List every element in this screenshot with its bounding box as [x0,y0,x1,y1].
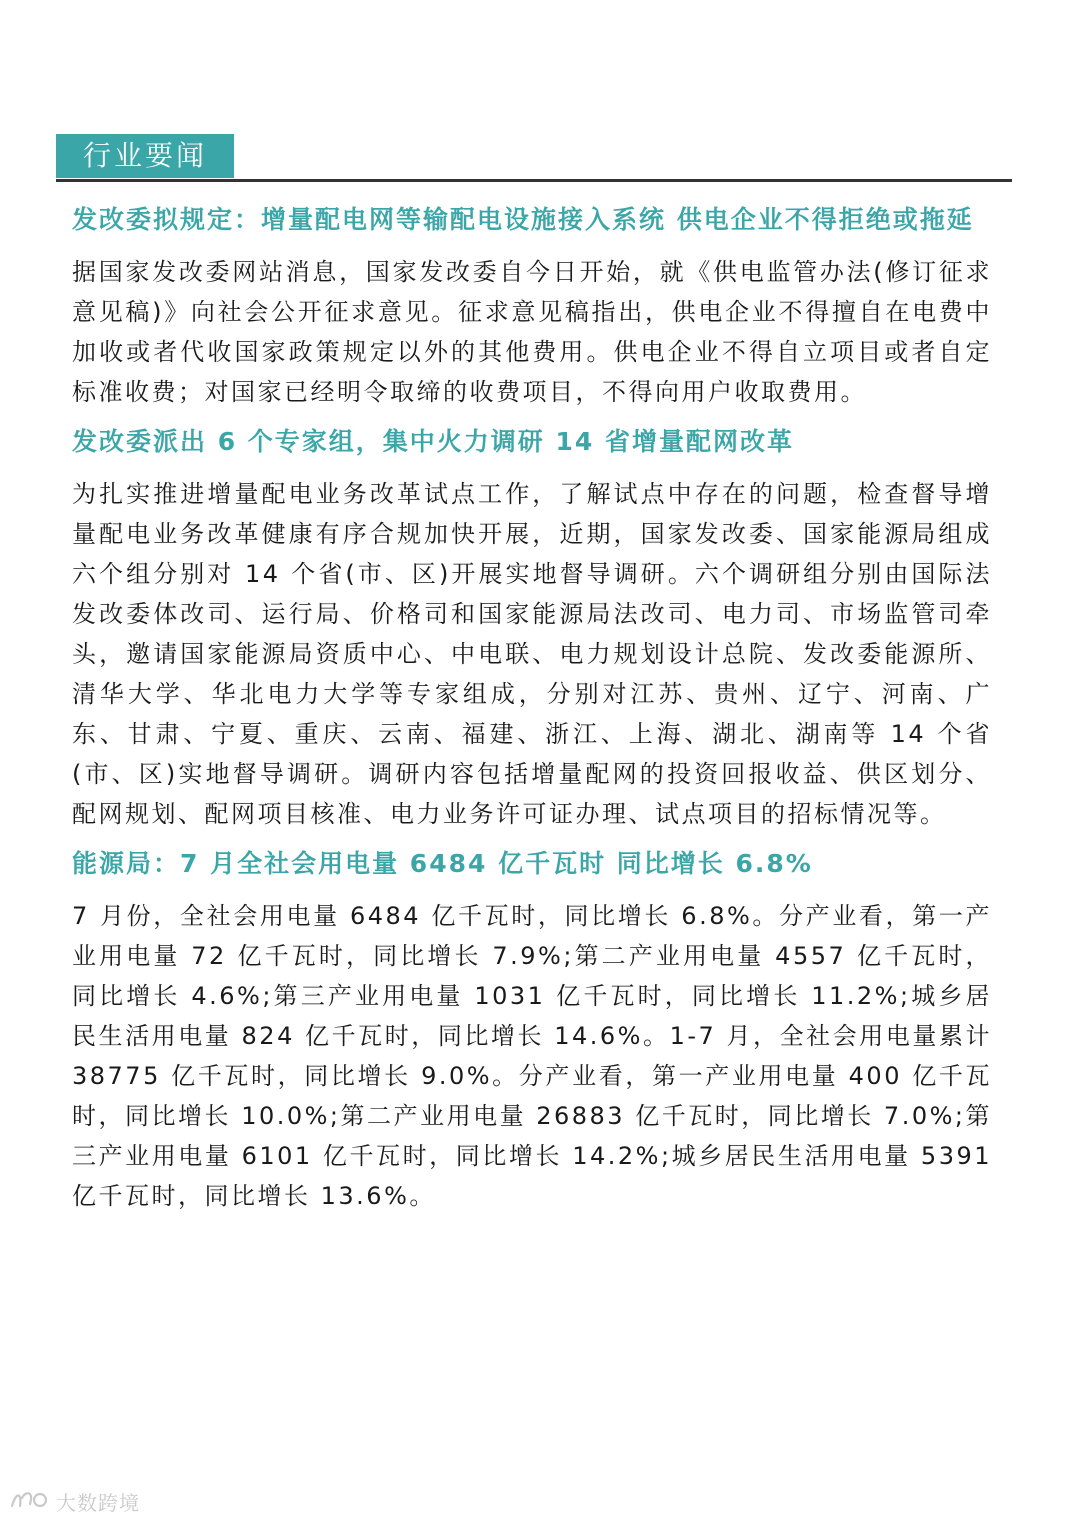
article-item [72,422,992,834]
article-item [72,200,992,412]
section-divider [56,179,1012,182]
article-headline: 发改委派出 6 个专家组，集中火力调研 14 省增量配网改革 [72,427,795,456]
article-list [72,200,992,1226]
article-body: 7 月份，全社会用电量 6484 亿千瓦时，同比增长 6.8%。分产业看，第一产业用电量 72 亿千瓦时，同比增长 7.9%;第二产业用电量 4557 亿千瓦时，同比增长 4.6%;第三产业用电量 1031 亿千瓦时，同比增长 11.2%;城乡居民生活用电量 824 亿千瓦时，同比增长 14.6%。1-7 月，全社会用电量累计 38775 亿千瓦时，同比增长 9.0%。分产业看，第一产业用电量 400 亿千瓦时，同比增长 10.0%;第二产业用电量 26883 亿千瓦时，同比增长 7.0%;第三产业用电量 6101 亿千瓦时，同比增长 14.2%;城乡居民生活用电量 5391 亿千瓦时，同比增长 13.6%。 [72,902,992,1210]
brand-logo-icon [8,1486,56,1517]
article-item [72,844,992,1216]
article-body: 为扎实推进增量配电业务改革试点工作，了解试点中存在的问题，检查督导增量配电业务改革健康有序合规加快开展，近期，国家发改委、国家能源局组成六个组分别对 14 个省(市、区)开展实地督导调研。六个调研组分别由国际法发改委体改司、运行局、价格司和国家能源局法改司、电力司、市场监管司牵头，邀请国家能源局资质中心、中电联、电力规划设计总院、发改委能源所、清华大学、华北电力大学等专家组成，分别对江苏、贵州、辽宁、河南、广东、甘肃、宁夏、重庆、云南、福建、浙江、上海、湖北、湖南等 14 个省(市、区)实地督导调研。调研内容包括增量配网的投资回报收益、供区划分、配网规划、配网项目核准、电力业务许可证办理、试点项目的招标情况等。 [72,480,992,828]
article-body: 据国家发改委网站消息，国家发改委自今日开始，就《供电监管办法(修订征求意见稿)》向社会公开征求意见。征求意见稿指出，供电企业不得擅自在电费中加收或者代收国家政策规定以外的其他费用。供电企业不得自立项目或者自定标准收费；对国家已经明令取缔的收费项目，不得向用户收取费用。 [72,258,992,406]
watermark-text: 大数跨境 [56,1490,140,1515]
article-headline: 能源局：7 月全社会用电量 6484 亿千瓦时 同比增长 6.8% [72,849,813,878]
section-title: 行业要闻 [56,134,234,178]
article-headline: 发改委拟规定：增量配电网等输配电设施接入系统 供电企业不得拒绝或拖延 [72,205,974,234]
watermark [8,1486,140,1516]
